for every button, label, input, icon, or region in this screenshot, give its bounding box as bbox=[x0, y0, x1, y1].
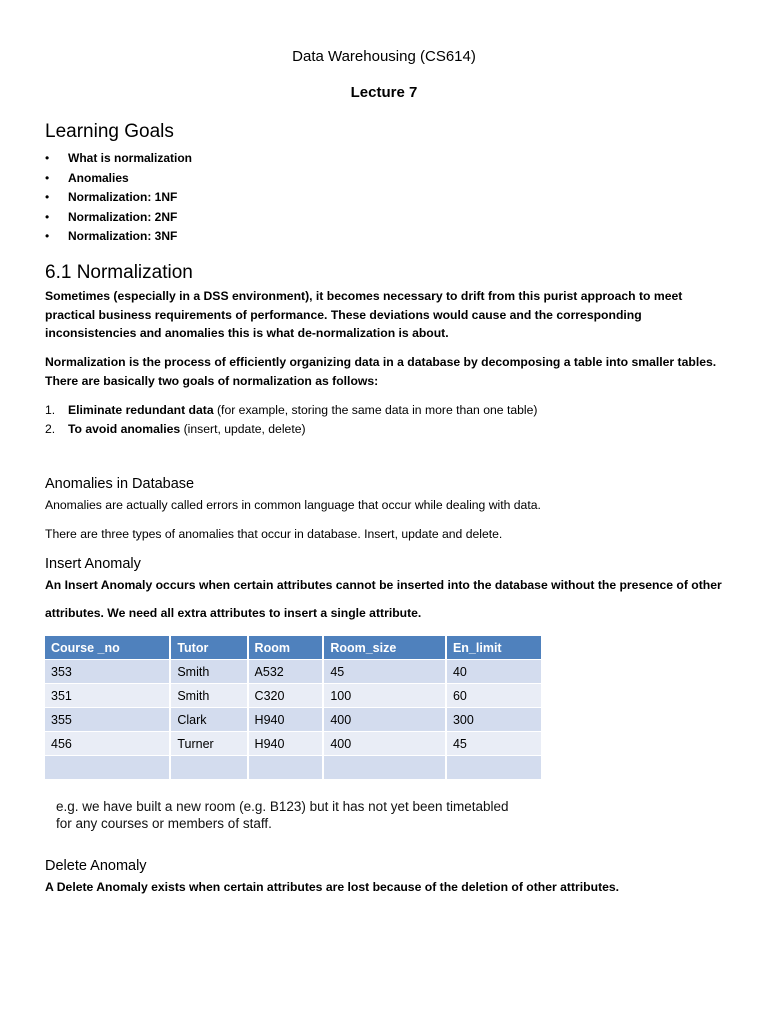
list-item bbox=[45, 401, 537, 420]
list-item bbox=[45, 169, 192, 189]
item-bold-text: To avoid anomalies bbox=[68, 422, 181, 436]
table-row bbox=[45, 660, 542, 684]
anomalies-heading: Anomalies in Database bbox=[45, 476, 195, 492]
table-cell: 45 bbox=[446, 732, 542, 756]
learning-goals-list bbox=[45, 149, 192, 247]
table-cell bbox=[170, 756, 247, 780]
learning-goals-heading: Learning Goals bbox=[45, 121, 174, 142]
column-header: Tutor bbox=[170, 636, 247, 660]
table-cell: H940 bbox=[248, 732, 324, 756]
table-row bbox=[45, 708, 542, 732]
table-cell: Turner bbox=[170, 732, 247, 756]
table-cell: Smith bbox=[170, 684, 247, 708]
example-line: e.g. we have built a new room (e.g. B123) but it has not yet been timetabled bbox=[56, 799, 509, 814]
column-header: Course _no bbox=[45, 636, 170, 660]
table-cell: 45 bbox=[323, 660, 446, 684]
item-number: 1. bbox=[45, 403, 56, 417]
bullet: • bbox=[45, 209, 50, 224]
table-cell: 400 bbox=[323, 708, 446, 732]
bullet: • bbox=[45, 170, 50, 185]
table-cell: 355 bbox=[45, 708, 170, 732]
normalization-goals-list bbox=[45, 401, 537, 439]
table-cell: 400 bbox=[323, 732, 446, 756]
list-item bbox=[45, 188, 192, 208]
insert-anomaly-heading: Insert Anomaly bbox=[45, 556, 141, 572]
column-header: Room bbox=[248, 636, 324, 660]
normalization-paragraph-1: Sometimes (especially in a DSS environment), it becomes necessary to drift from this purist approach to meet practical business requirements of performance. These deviations would cause and the corresponding inconsistencies and anomalies this is what de-normalization is about. bbox=[45, 289, 683, 340]
example-line: for any courses or members of staff. bbox=[56, 816, 272, 831]
list-item bbox=[45, 227, 192, 247]
table-header-row bbox=[45, 636, 542, 660]
table-cell: 351 bbox=[45, 684, 170, 708]
table-cell: 353 bbox=[45, 660, 170, 684]
goal-text: Normalization: 3NF bbox=[68, 229, 178, 243]
list-item bbox=[45, 420, 537, 439]
lecture-title: Lecture 7 bbox=[350, 84, 418, 101]
table-row bbox=[45, 732, 542, 756]
table-cell: H940 bbox=[248, 708, 324, 732]
table-cell bbox=[446, 756, 542, 780]
item-number: 2. bbox=[45, 422, 56, 436]
goal-text: Normalization: 1NF bbox=[68, 190, 178, 204]
example-note bbox=[56, 798, 509, 832]
delete-anomaly-paragraph: A Delete Anomaly exists when certain attributes are lost because of the deletion of other attributes. bbox=[45, 880, 620, 894]
table-cell: C320 bbox=[248, 684, 324, 708]
table-cell: 456 bbox=[45, 732, 170, 756]
goal-text: What is normalization bbox=[68, 151, 193, 165]
item-text: (insert, update, delete) bbox=[180, 422, 306, 436]
anomalies-paragraph-1: Anomalies are actually called errors in common language that occur while dealing with data. bbox=[45, 498, 541, 512]
insert-anomaly-paragraph-1: An Insert Anomaly occurs when certain attributes cannot be inserted into the database without the presence of other bbox=[45, 578, 722, 592]
table-cell: 300 bbox=[446, 708, 542, 732]
table-cell: 100 bbox=[323, 684, 446, 708]
table-cell bbox=[248, 756, 324, 780]
table-cell: 40 bbox=[446, 660, 542, 684]
bullet: • bbox=[45, 151, 50, 165]
course-table bbox=[45, 636, 543, 779]
table-cell: Clark bbox=[170, 708, 247, 732]
table-cell: Smith bbox=[170, 660, 247, 684]
table-cell bbox=[45, 756, 170, 780]
course-title: Data Warehousing (CS614) bbox=[292, 48, 476, 65]
normalization-heading: 6.1 Normalization bbox=[45, 262, 193, 283]
list-item bbox=[45, 208, 192, 228]
table-row bbox=[45, 756, 542, 780]
normalization-paragraph-2: Normalization is the process of efficiently organizing data in a database by decomposing a table into smaller tables. There are basically two goals of normalization as follows: bbox=[45, 355, 717, 388]
column-header: En_limit bbox=[446, 636, 542, 660]
anomalies-paragraph-2: There are three types of anomalies that occur in database. Insert, update and delete. bbox=[45, 527, 503, 541]
list-item bbox=[45, 149, 192, 169]
bullet: • bbox=[45, 190, 50, 204]
table-cell: A532 bbox=[248, 660, 324, 684]
bullet: • bbox=[45, 229, 50, 243]
table-cell: 60 bbox=[446, 684, 542, 708]
column-header: Room_size bbox=[323, 636, 446, 660]
insert-anomaly-paragraph-2: attributes. We need all extra attributes to insert a single attribute. bbox=[45, 606, 422, 620]
item-bold-text: Eliminate redundant data bbox=[68, 403, 214, 417]
goal-text: Anomalies bbox=[68, 170, 129, 185]
table-cell bbox=[323, 756, 446, 780]
delete-anomaly-heading: Delete Anomaly bbox=[45, 858, 147, 874]
item-text: (for example, storing the same data in more than one table) bbox=[213, 403, 538, 417]
table-row bbox=[45, 684, 542, 708]
goal-text: Normalization: 2NF bbox=[68, 209, 178, 224]
